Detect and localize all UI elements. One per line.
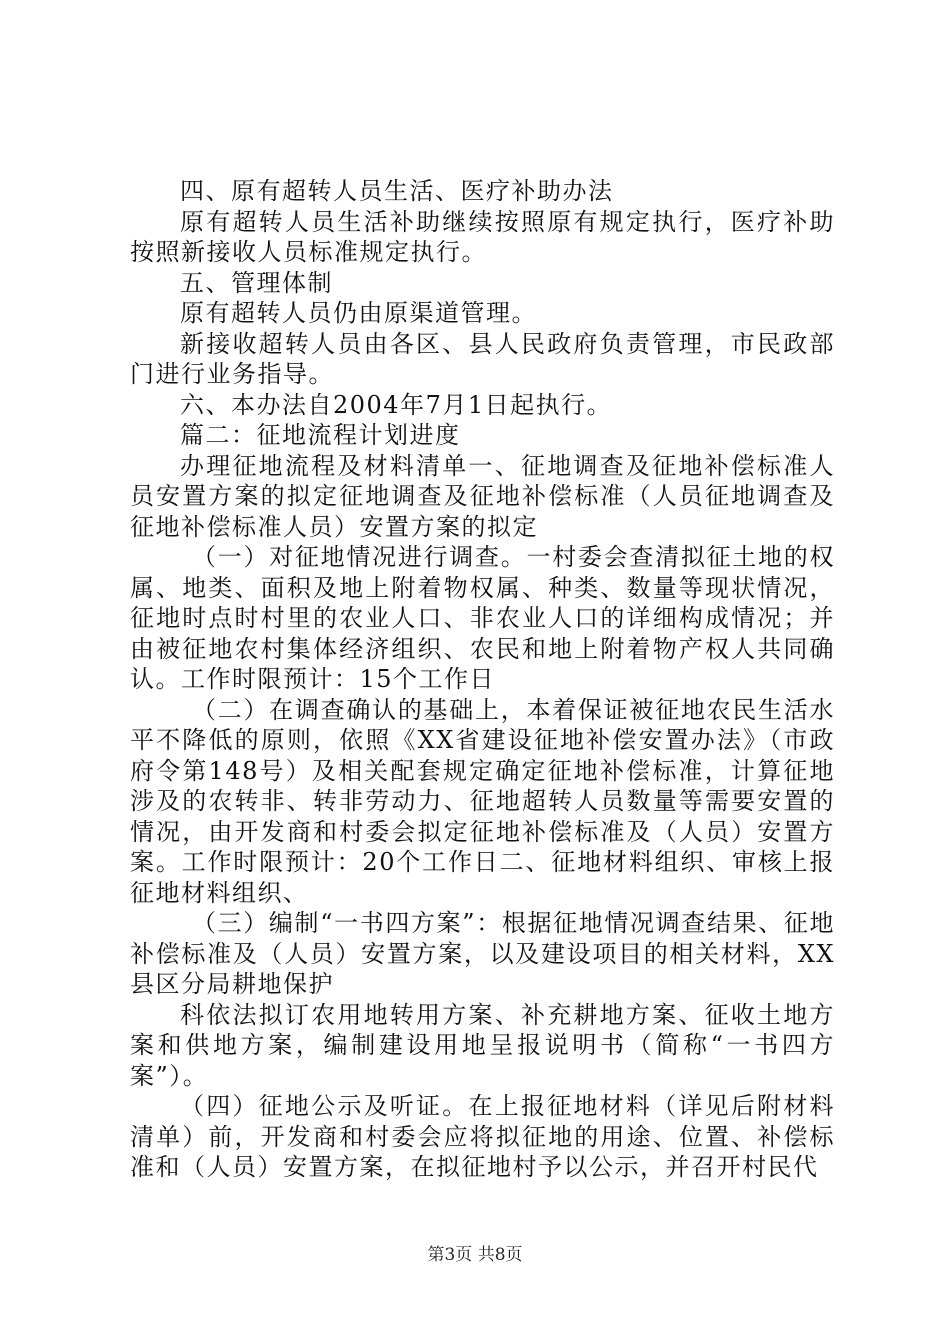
paragraph: （二）在调查确认的基础上，本着保证被征地农民生活水平不降低的原则，依照《XX省建设征地补偿安置办法》（市政府令第148号）及相关配套规定确定征地补偿标准，计算征地涉及的农转非、转非劳动力、征地超转人员数量等需要安置的情况，由开发商和村委会拟定征地补偿标准及（人员）安置方案。工作时限预计：20个工作日二、征地材料组织、审核上报征地材料组织、 <box>130 695 835 907</box>
paragraph: （一）对征地情况进行调查。一村委会查清拟征土地的权属、地类、面积及地上附着物权属、种类、数量等现状情况，征地时点时村里的农业人口、非农业人口的详细构成情况；并由被征地农村集体经济组织、农民和地上附着物产权人共同确认。工作时限预计：15个工作日 <box>130 543 835 693</box>
paragraph: 科依法拟订农用地转用方案、补充耕地方案、征收土地方案和供地方案，编制建设用地呈报说明书（简称“一书四方案”）。 <box>130 1000 835 1090</box>
section-heading-6: 六、本办法自2004年7月1日起执行。 <box>180 390 613 419</box>
document-body <box>130 176 835 1183</box>
paragraph: 原有超转人员仍由原渠道管理。 <box>180 299 537 327</box>
paragraph: （四）征地公示及听证。在上报征地材料（详见后附材料清单）前，开发商和村委会应将拟征地的用途、位置、补偿标准和（人员）安置方案，在拟征地村予以公示，并召开村民代 <box>130 1092 835 1181</box>
chapter-heading: 篇二：征地流程计划进度 <box>180 421 461 449</box>
section-heading-5: 五、管理体制 <box>180 268 333 297</box>
paragraph: （三）编制“一书四方案”：根据征地情况调查结果、征地补偿标准及（人员）安置方案，以及建设项目的相关材料，XX县区分局耕地保护 <box>130 909 835 998</box>
section-heading-4: 四、原有超转人员生活、医疗补助办法 <box>180 177 614 205</box>
page-number-footer: 第3页 共8页 <box>427 1245 523 1265</box>
paragraph: 新接收超转人员由各区、县人民政府负责管理，市民政部门进行业务指导。 <box>130 329 835 388</box>
paragraph: 原有超转人员生活补助继续按照原有规定执行，医疗补助按照新接收人员标准规定执行。 <box>130 207 835 266</box>
paragraph: 办理征地流程及材料清单一、征地调查及征地补偿标准人员安置方案的拟定征地调查及征地补偿标准（人员征地调查及征地补偿标准人员）安置方案的拟定 <box>130 451 835 541</box>
